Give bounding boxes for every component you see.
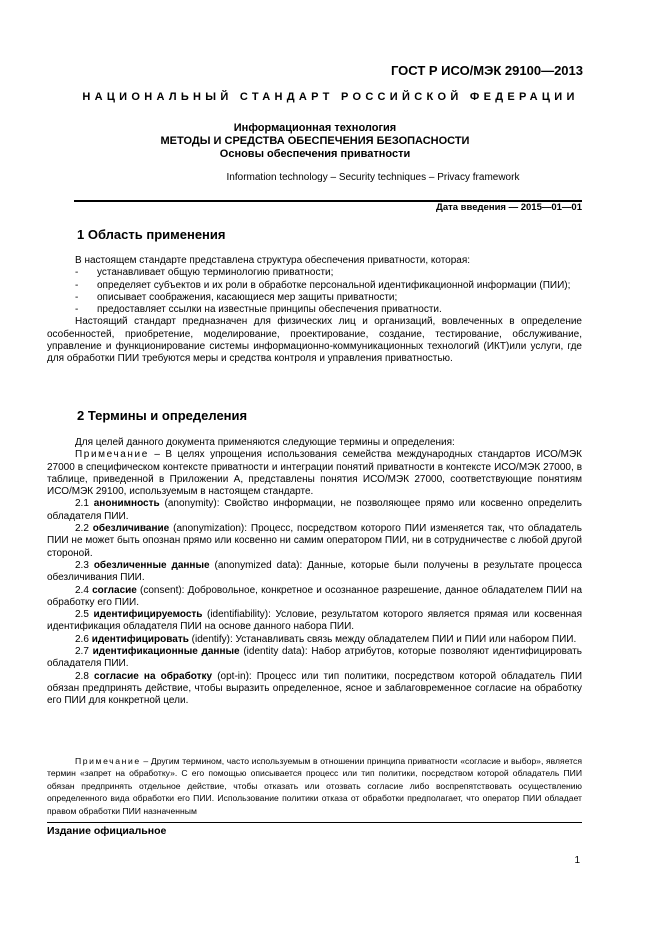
term-name: анонимность xyxy=(93,498,160,510)
title-line-1: Информационная технология xyxy=(233,122,397,134)
national-standard-banner: НАЦИОНАЛЬНЫЙ СТАНДАРТ РОССИЙСКОЙ ФЕДЕРАЦИИ xyxy=(82,91,579,103)
term-definition: 2.2 обезличивание (anonymization): Процесс, посредством которого ПИИ изменяется так, что обладатель ПИИ не может быть опознан прямо или косвенно ни самим оператором ПИИ, ни в сотрудничестве с любой другой стороной. xyxy=(47,523,582,559)
term-name: согласие xyxy=(92,584,137,596)
footer-divider xyxy=(47,822,582,823)
note-2-label: Примечание xyxy=(75,756,141,766)
note-2-text: – Другим термином, часто используемым в отношении принципа приватности «согласие и выбор», является термин «запрет на обработку». С его помощью описывается процесс или тип политики, посредством которой обладатель ПИИ обязан предпринять отдельное действие, чтобы отказать или отозвать согласие либо воспрепятствовать осуществлению определенного вида обработки его ПИИ. Использование политики отказа от обработки предполагает, что оператор ПИИ обладает правом обработки ПИИ назначенным xyxy=(47,756,582,816)
title-line-2: МЕТОДЫ И СРЕДСТВА ОБЕСПЕЧЕНИЯ БЕЗОПАСНОСТИ xyxy=(160,135,470,147)
section-2-body xyxy=(47,437,582,708)
english-title: Information technology – Security techniques – Privacy framework xyxy=(226,172,520,183)
note-label: Примечание xyxy=(75,449,149,461)
section-2-note-2 xyxy=(47,755,582,817)
term-name: согласие на обработку xyxy=(94,670,213,682)
official-edition-label: Издание официальное xyxy=(47,825,167,837)
term-definition: 2.6 идентифицировать (identify): Устанавливать связь между обладателем ПИИ и ПИИ или набором ПИИ. xyxy=(75,633,577,645)
section-1-paragraph: Настоящий стандарт предназначен для физических лиц и организаций, вовлеченных в определение особенностей, приобретение, моделирование, проектирование, создание, тестирование, обслуживание, управление и функционирование системы информационно-коммуникационных технологий (ИКТ)или услуги, где для обработки ПИИ требуются меры и средства контроля и управления приватностью. xyxy=(47,316,582,365)
term-definition: 2.7 идентификационные данные (identity data): Набор атрибутов, которые позволяют идентифицировать обладателя ПИИ. xyxy=(47,646,583,670)
section-2-heading: 2 Термины и определения xyxy=(77,408,248,423)
list-item: - описывает соображения, касающиеся мер защиты приватности; xyxy=(75,291,398,303)
note-text: – В целях упрощения использования семейства международных стандартов ИСО/МЭК 27000 в специфическом контексте приватности и интеграции понятий приватности в контексте ИСО/МЭК 27000, в таблице, приведенной в Приложении А, представлены понятия ИСО/МЭК 27000, соответствующие понятиям ИСО/МЭК 29100, используемым в настоящем стандарте. xyxy=(47,449,582,498)
term-name: идентифицируемость xyxy=(93,609,203,621)
document-id: ГОСТ Р ИСО/МЭК 29100—2013 xyxy=(390,63,583,78)
list-item: - устанавливает общую терминологию приватности; xyxy=(75,267,334,279)
list-item: - определяет субъектов и их роли в обработке персональной идентификационной информации (ПИИ); xyxy=(75,279,571,291)
term-definition: 2.4 согласие (consent): Добровольное, конкретное и осознанное разрешение, данное обладателем ПИИ на обработку его ПИИ. xyxy=(47,584,582,608)
section-1-body xyxy=(47,255,582,366)
term-name: идентификационные данные xyxy=(92,646,240,658)
term-definition: 2.3 обезличенные данные (anonymized data): Данные, которые были получены в результате процесса обезличивания ПИИ. xyxy=(47,559,582,584)
section-2-note xyxy=(47,449,582,498)
list-item: - предоставляет ссылки на известные принципы обеспечения приватности. xyxy=(75,304,442,316)
section-2-intro: Для целей данного документа применяются следующие термины и определения: xyxy=(75,437,455,448)
page-number: 1 xyxy=(574,855,580,866)
term-name: идентифицировать xyxy=(91,633,189,645)
term-definition: 2.8 согласие на обработку (opt-in): Процесс или тип политики, посредством которой обладатель ПИИ обязан предпринять действие, чтобы выразить определенное, ясное и заблаговременное согласие на обработку его ПИИ для конкретной цели. xyxy=(47,670,583,707)
title-line-3: Основы обеспечения приватности xyxy=(219,148,411,160)
section-1-intro: В настоящем стандарте представлена структура обеспечения приватности, которая: xyxy=(75,255,471,266)
term-name: обезличенные данные xyxy=(93,559,210,571)
term-name: обезличивание xyxy=(92,523,170,535)
section-1-heading: 1 Область применения xyxy=(77,227,226,242)
introduction-date: Дата введения — 2015—01—01 xyxy=(436,202,582,213)
term-definition: 2.5 идентифицируемость (identifiability): Условие, результатом которого является прямая или косвенная идентификация обладателя ПИИ на основе данного набора ПИИ. xyxy=(47,609,582,633)
term-definition: 2.1 анонимность (anonymity): Свойство информации, не позволяющее прямо или косвенно определить обладателя ПИИ. xyxy=(47,498,582,522)
